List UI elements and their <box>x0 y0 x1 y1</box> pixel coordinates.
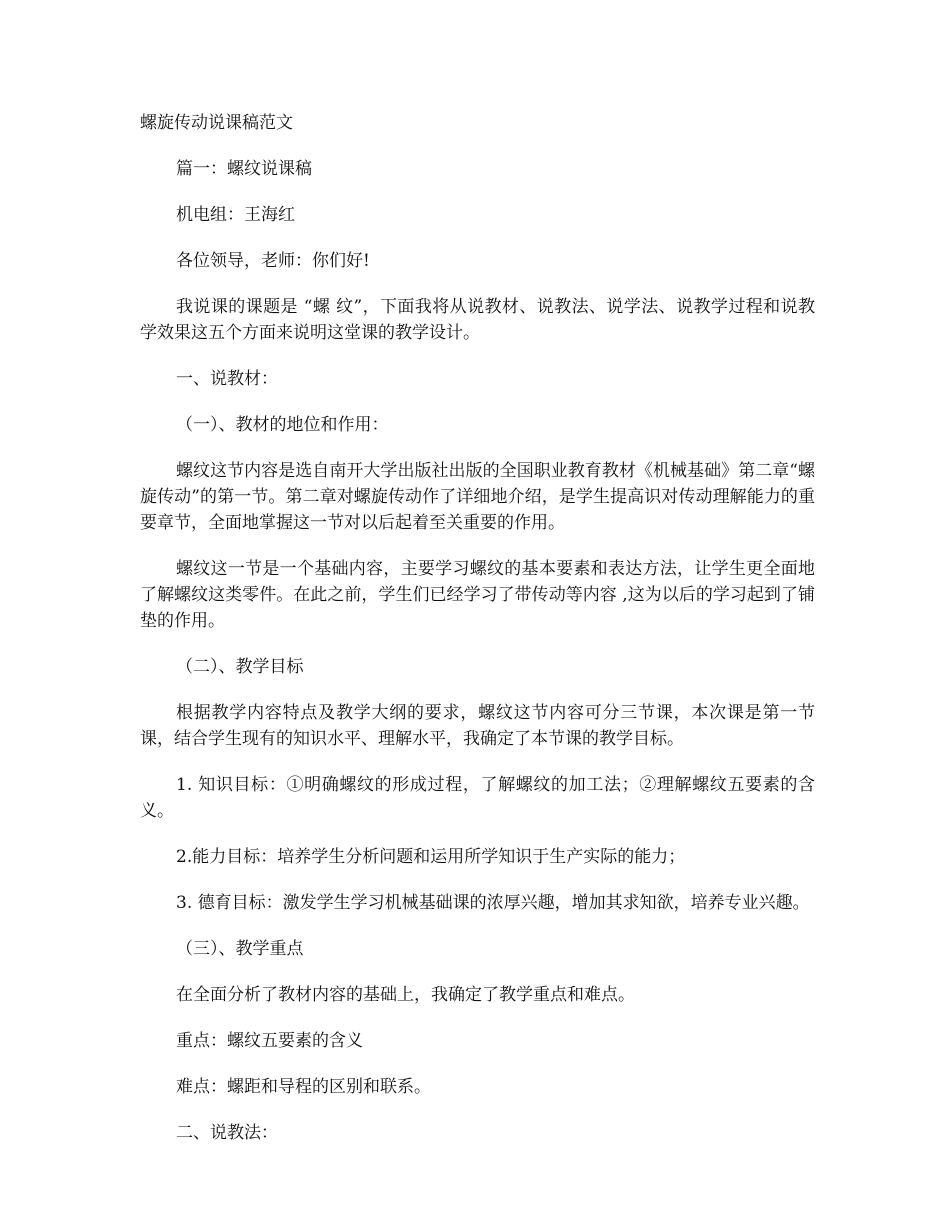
paragraph: 我说课的课题是 “螺 纹”，下面我将从说教材、说教法、说学法、说教学过程和说教学效果这五个方面来说明这堂课的教学设计。 <box>140 297 815 343</box>
paragraph: 3. 德育目标：激发学生学习机械基础课的浓厚兴趣，增加其求知欲，培养专业兴趣。 <box>176 893 810 913</box>
paragraph: 重点：螺纹五要素的含义 <box>176 1031 363 1051</box>
paragraph: 2.能力目标：培养学生分析问题和运用所学知识于生产实际的能力； <box>176 847 686 867</box>
paragraph: 机电组：王海红 <box>176 205 295 225</box>
paragraph: 篇一：螺纹说课稿 <box>176 159 312 179</box>
paragraph: 二、说教法： <box>176 1123 278 1143</box>
paragraph: 难点：螺距和导程的区别和联系。 <box>176 1077 431 1097</box>
paragraph: 螺纹这一节是一个基础内容，主要学习螺纹的基本要素和表达方法，让学生更全面地了解螺纹这类零件。在此之前，学生们已经学习了带传动等内容 ,这为以后的学习起到了铺垫的作用。 <box>140 559 815 631</box>
document-title: 螺旋传动说课稿范文 <box>140 113 293 133</box>
paragraph: 一、说教材： <box>176 369 278 389</box>
paragraph: （三）、教学重点 <box>176 939 304 959</box>
paragraph: 各位领导，老师：你们好! <box>176 251 370 271</box>
paragraph: （二）、教学目标 <box>176 657 304 677</box>
paragraph: 1. 知识目标：①明确螺纹的形成过程，了解螺纹的加工法；②理解螺纹五要素的含义。 <box>140 775 815 821</box>
paragraph: 螺纹这节内容是选自南开大学出版社出版的全国职业教育教材《机械基础》第二章“螺旋传动”的第一节。第二章对螺旋传动作了详细地介绍，是学生提高识对传动理解能力的重要章节，全面地掌握这一节对以后起着至关重要的作用。 <box>140 461 815 533</box>
document-body <box>140 110 815 1166</box>
paragraph: 在全面分析了教材内容的基础上，我确定了教学重点和难点。 <box>176 985 635 1005</box>
paragraph: （一）、教材的地位和作用： <box>176 415 389 435</box>
paragraph: 根据教学内容特点及教学大纲的要求，螺纹这节内容可分三节课，本次课是第一节课，结合学生现有的知识水平、理解水平，我确定了本节课的教学目标。 <box>140 703 815 749</box>
